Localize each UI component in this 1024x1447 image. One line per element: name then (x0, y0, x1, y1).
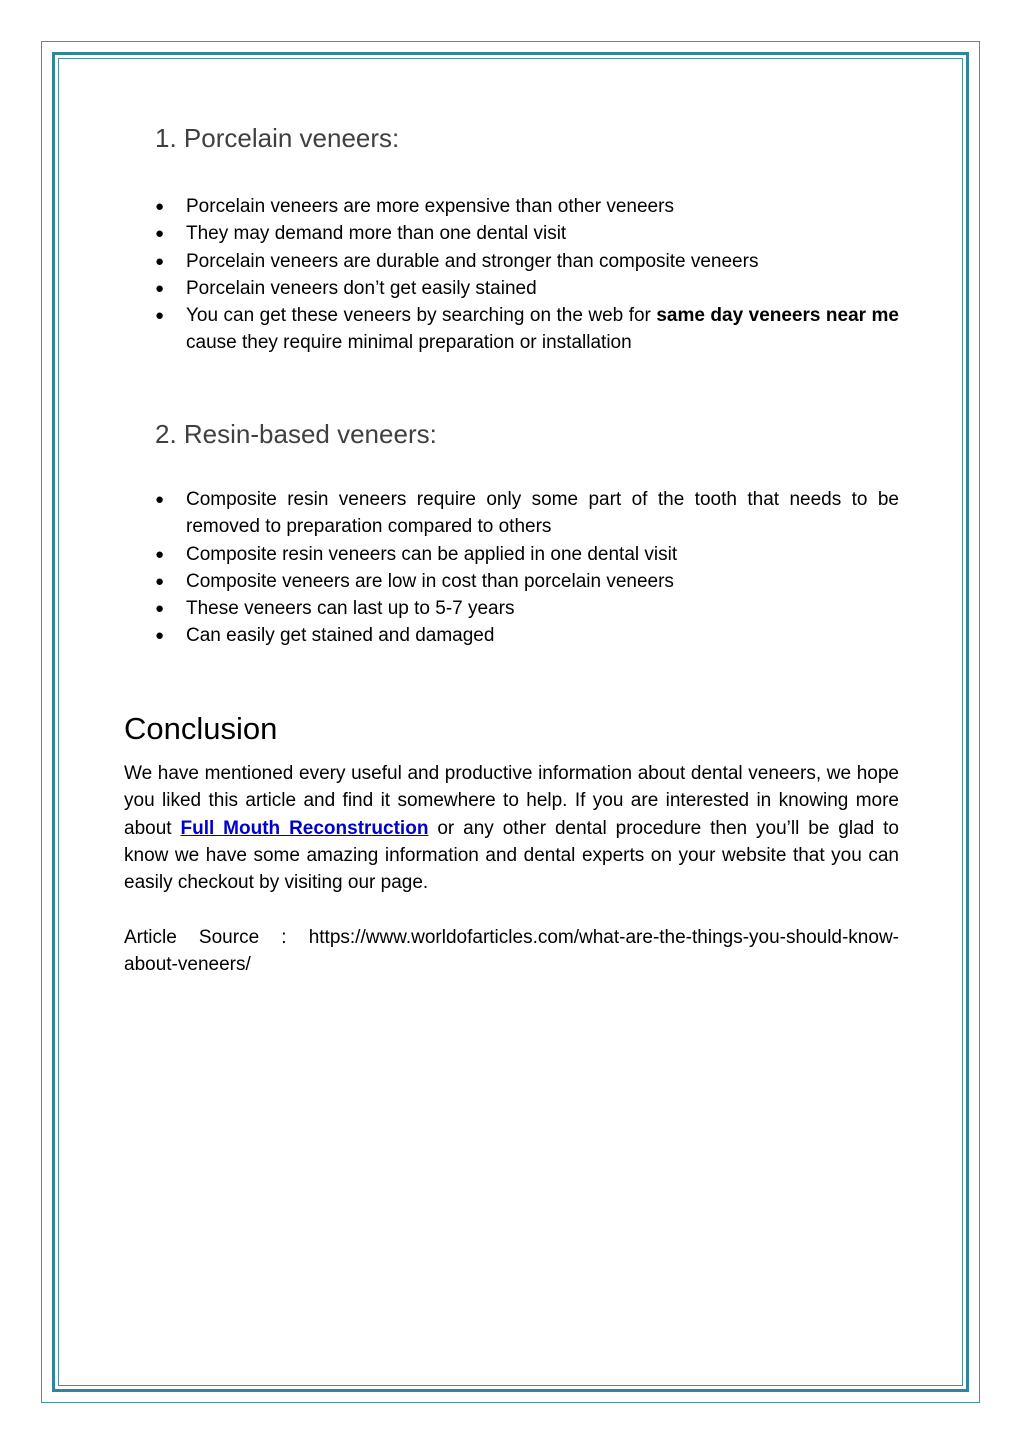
list-item (155, 622, 899, 649)
list-item-text: These veneers can last up to 5-7 years (186, 598, 515, 620)
list-item (155, 302, 899, 357)
conclusion-heading: Conclusion (124, 711, 278, 746)
list-item-text (186, 305, 899, 353)
list-item (155, 193, 899, 220)
conclusion-text-start: We have mentioned every useful and productive information about dental veneers, we hope you liked this article and find it somewhere to help. If you are interested in knowing more about (124, 763, 899, 839)
list-item-text: Porcelain veneers are durable and stronger than composite veneers (186, 250, 759, 272)
bullet-icon: ● (155, 252, 165, 270)
list-item-text: Composite resin veneers require only some part of the tooth that needs to be removed to preparation compared to others (186, 489, 899, 538)
bullet-icon: ● (155, 572, 165, 590)
bullet-icon: ● (155, 198, 165, 215)
bullet-icon: ● (155, 600, 165, 618)
bullet-icon: ● (155, 545, 165, 563)
full-mouth-reconstruction-link[interactable]: Full Mouth Reconstruction (180, 817, 429, 839)
bullet-icon: ● (155, 491, 165, 508)
list-item-text: Porcelain veneers don’t get easily stained (186, 277, 537, 299)
section-heading-porcelain: 1. Porcelain veneers: (155, 123, 400, 153)
list-item-text: Composite resin veneers can be applied in one dental visit (186, 543, 678, 565)
list-item (155, 275, 899, 302)
list-item-text: Porcelain veneers are more expensive than other veneers (186, 196, 674, 217)
resin-bullet-list (155, 486, 899, 650)
list-item (155, 220, 899, 247)
list-item (155, 248, 899, 275)
list-item-text: Can easily get stained and damaged (186, 625, 495, 647)
list-item (155, 541, 899, 568)
keyword-same-day-veneers: same day veneers near me (656, 305, 899, 327)
list-item-text: Composite veneers are low in cost than porcelain veneers (186, 570, 674, 592)
list-item (155, 595, 899, 622)
list-item (155, 568, 899, 595)
list-item-text: They may demand more than one dental visit (186, 223, 567, 245)
article-source: Article Source : https://www.worldofarticles.com/what-are-the-things-you-should-know-about-veneers/ (124, 927, 899, 976)
list-item-text-end: cause they require minimal preparation or installation (186, 332, 632, 354)
bullet-icon: ● (155, 225, 165, 243)
bullet-icon: ● (155, 627, 165, 645)
list-item (155, 486, 899, 541)
bullet-icon: ● (155, 279, 165, 297)
porcelain-bullet-list (155, 193, 899, 357)
conclusion-paragraph (124, 760, 899, 896)
section-heading-resin: 2. Resin-based veneers: (155, 419, 437, 449)
list-item-text-start: You can get these veneers by searching on the web for (186, 305, 657, 327)
conclusion-text-end: or any other dental procedure then you’ll be glad to know we have some amazing information and dental experts on your website that you can easily checkout by visiting our page. (124, 817, 900, 894)
bullet-icon: ● (155, 307, 165, 325)
